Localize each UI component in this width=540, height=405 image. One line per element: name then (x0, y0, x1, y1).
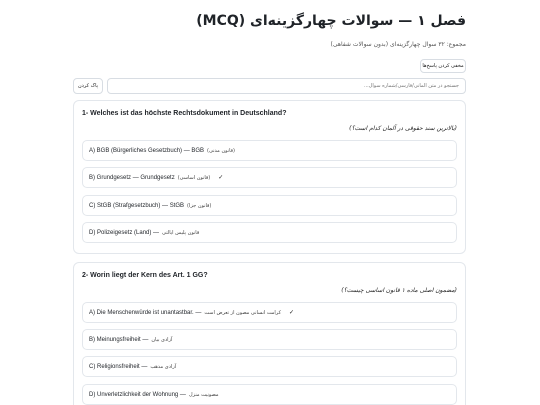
answer-option[interactable] (82, 222, 457, 243)
option-translation: مصونیت منزل (188, 391, 219, 398)
option-translation: (قانون اساسی) (177, 174, 211, 181)
option-translation: آزادی بیان (151, 336, 173, 343)
check-icon: ✓ (288, 310, 294, 316)
answer-option[interactable] (82, 302, 457, 323)
question-card (73, 262, 466, 405)
option-translation: آزادی مذهب (150, 363, 177, 370)
page-subtitle: مجموع: ۳۲ سوال چهارگزینه‌ای (بدون سوالات شفاهی) (330, 41, 466, 48)
option-text: A) BGB (Bürgerliches Gesetzbuch) — BGB (89, 147, 205, 154)
question-translation: (مضمون اصلی ماده ۱ قانون اساسی چیست؟) (341, 287, 457, 294)
answer-option[interactable] (82, 140, 457, 161)
question-title: 1- Welches ist das höchste Rechtsdokument in Deutschland? (82, 110, 287, 117)
answer-option[interactable] (82, 329, 457, 350)
hide-answers-button[interactable]: مخفی کردن پاسخ‌ها (420, 59, 466, 73)
check-icon: ✓ (218, 175, 224, 181)
option-text: A) Die Menschenwürde ist unantastbar. — (89, 309, 202, 316)
answer-option[interactable] (82, 384, 457, 405)
option-translation: قانون پلیس ایالتی (162, 229, 200, 236)
option-text: C) Religionsfreiheit — (89, 363, 148, 370)
question-title: 2- Worin liegt der Kern des Art. 1 GG? (82, 272, 208, 279)
option-translation: کرامت انسانی مصون از تعرض است (204, 309, 281, 316)
option-text: B) Grundgesetz — Grundgesetz (89, 174, 175, 181)
answer-option[interactable] (82, 195, 457, 216)
question-card (73, 100, 466, 254)
answer-option[interactable] (82, 167, 457, 188)
option-translation: (قانون جزا) (187, 202, 212, 209)
answer-option[interactable] (82, 356, 457, 377)
option-text: D) Polizeigesetz (Land) — (89, 229, 160, 236)
option-text: C) StGB (Strafgesetzbuch) — StGB (89, 202, 185, 209)
search-input[interactable] (107, 78, 466, 94)
page-title: فصل ۱ — سوالات چهارگزینه‌ای (MCQ) (196, 13, 466, 29)
option-translation: (قانون مدنی) (207, 147, 235, 154)
search-bar (73, 78, 466, 94)
question-translation: (بالاترین سند حقوقی در آلمان کدام است؟) (349, 125, 457, 132)
option-text: D) Unverletzlichkeit der Wohnung — (89, 391, 186, 398)
clear-button[interactable]: پاک کردن (73, 78, 103, 94)
option-text: B) Meinungsfreiheit — (89, 336, 149, 343)
